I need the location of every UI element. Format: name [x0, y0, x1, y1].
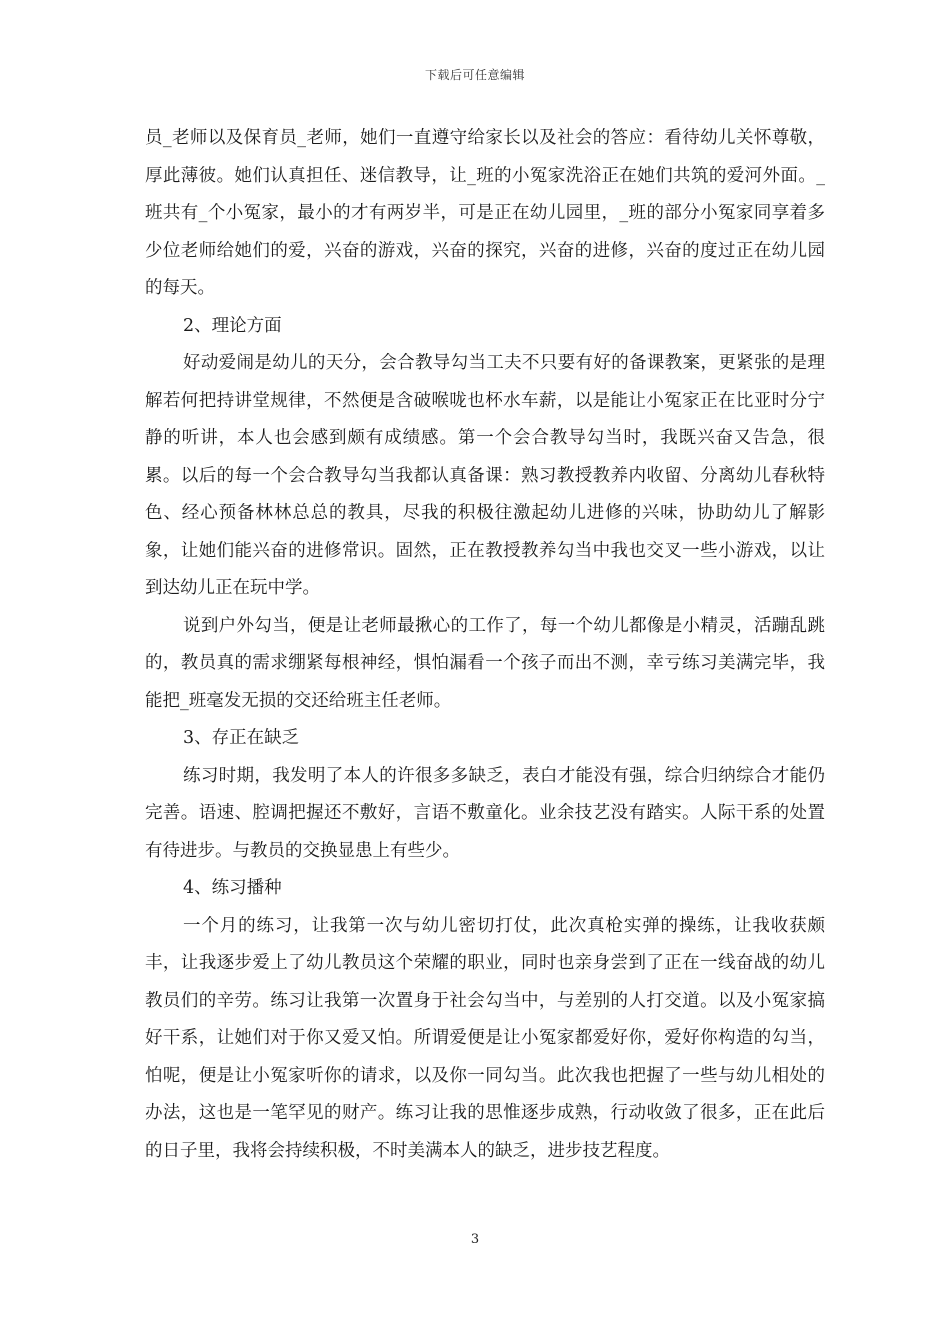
paragraph-gains: 一个月的练习，让我第一次与幼儿密切打仗，此次真枪实弹的操练，让我收获颇丰，让我逐步爱上了幼儿教员这个荣耀的职业，同时也亲身尝到了正在一线奋战的幼儿教员们的辛劳。练习让我第一次置身于社会勾当中，与差别的人打交道。以及小冤家搞好干系，让她们对于你又爱又怕。所谓爱便是让小冤家都爱好你，爱好你构造的勾当，怕呢，便是让小冤家听你的请求，以及你一同勾当。此次我也把握了一些与幼儿相处的办法，这也是一笔罕见的财产。练习让我的思惟逐步成熟，行动收敛了很多，正在此后的日子里，我将会持续积极，不时美满本人的缺乏，进步技艺程度。: [145, 915, 825, 1161]
document-body: [145, 120, 825, 1170]
page-header: 下载后可任意编辑: [424, 68, 525, 82]
section-heading-theory: 2、理论方面: [183, 315, 282, 336]
paragraph-theory: 好动爱闹是幼儿的天分，会合教导勾当工夫不只要有好的备课教案，更紧张的是理解若何把持讲堂规律，不然便是含破喉咙也杯水车薪，以是能让小冤家正在比亚时分宁静的听讲，本人也会感到颇有成绩感。第一个会合教导勾当时，我既兴奋又告急，很累。以后的每一个会合教导勾当我都认真备课：熟习教授教养内收留、分离幼儿春秋特色、经心预备林林总总的教具，尽我的积极往激起幼儿进修的兴味，协助幼儿了解影象，让她们能兴奋的进修常识。固然，正在教授教养勾当中我也交叉一些小游戏，以让到达幼儿正在玩中学。: [145, 353, 825, 598]
page-number: 3: [470, 1232, 480, 1247]
section-heading-gains: 4、练习播种: [183, 878, 282, 898]
section-heading-shortcomings: 3、存正在缺乏: [183, 728, 300, 748]
paragraph-outdoor: 说到户外勾当，便是让老师最揪心的工作了，每一个幼儿都像是小精灵，活蹦乱跳的，教员真的需求绷紧每根神经，惧怕漏看一个孩子而出不测，幸亏练习美满完毕，我能把_班毫发无损的交还给班主任老师。: [145, 615, 825, 711]
paragraph-1: 员_老师以及保育员_老师，她们一直遵守给家长以及社会的答应：看待幼儿关怀尊敬，厚此薄彼。她们认真担任、迷信教导，让_班的小冤家洗浴正在她们共筑的爱河外面。_班共有_个小冤家，最小的才有两岁半，可是正在幼儿园里，_班的部分小冤家同享着多少位老师给她们的爱，兴奋的游戏，兴奋的探究，兴奋的进修，兴奋的度过正在幼儿园的每天。: [145, 128, 825, 298]
paragraph-shortcomings: 练习时期，我发明了本人的许很多多缺乏，表白才能没有强，综合归纳综合才能仍完善。语速、腔调把握还不敷好，言语不敷童化。业余技艺没有踏实。人际干系的处置有待进步。与教员的交换显患上有些少。: [145, 765, 825, 861]
